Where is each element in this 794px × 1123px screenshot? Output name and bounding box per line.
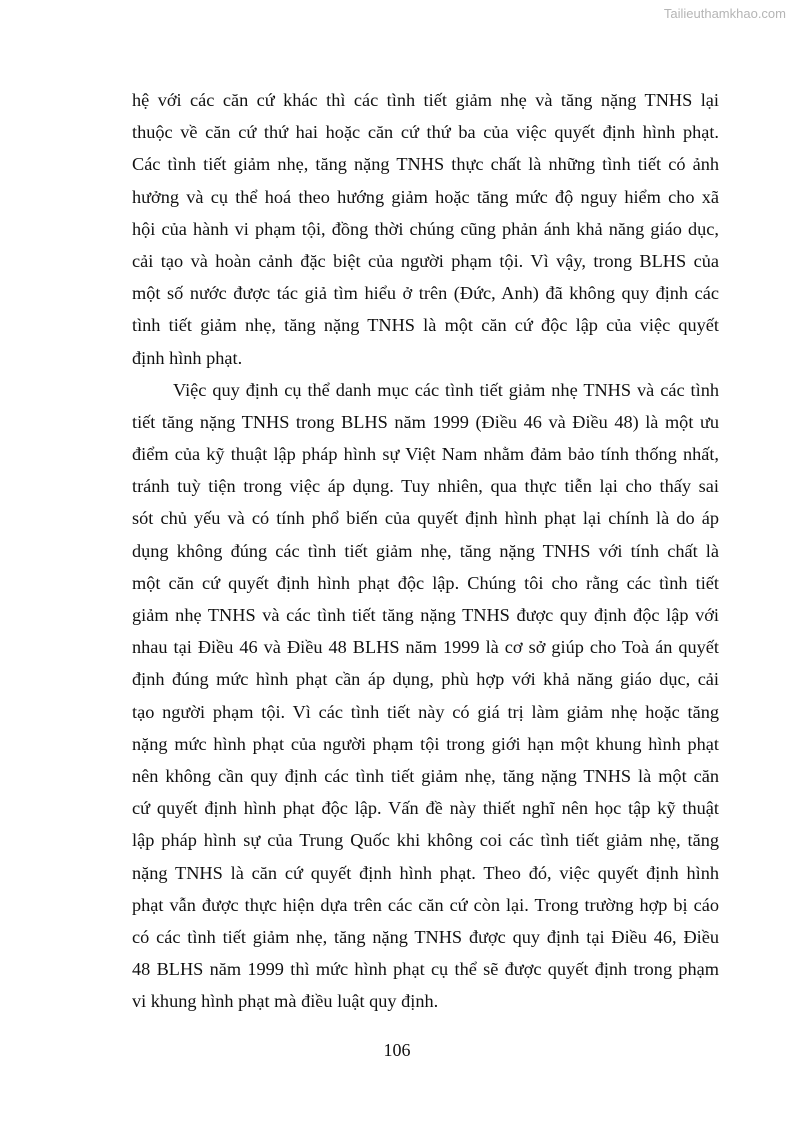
text-line: một số nước được tác giả tìm hiểu ở trên (Đức, Anh) đã không quy định các: [132, 283, 719, 304]
paragraph: [132, 84, 719, 374]
text-line: sót chủ yếu và có tính phổ biến của quyết định hình phạt lại chính là do áp: [132, 508, 719, 529]
text-line: hưởng và cụ thể hoá theo hướng giảm hoặc tăng mức độ nguy hiểm cho xã: [132, 186, 719, 207]
text-line: có các tình tiết giảm nhẹ, tăng nặng TNHS được quy định tại Điều 46, Điều: [132, 926, 719, 947]
watermark: Tailieuthamkhao.com: [663, 6, 786, 21]
text-line: tình tiết giảm nhẹ, tăng nặng TNHS là một căn cứ độc lập của việc quyết: [132, 315, 719, 336]
text-line: hội của hành vi phạm tội, đồng thời chúng cũng phản ánh khả năng giáo dục,: [132, 218, 719, 239]
page-number: 106: [383, 1040, 411, 1060]
text-line: nên không cần quy định các tình tiết giảm nhẹ, tăng nặng TNHS là một căn: [132, 765, 719, 786]
text-line: tiết tăng nặng TNHS trong BLHS năm 1999 (Điều 46 và Điều 48) là một ưu: [132, 411, 719, 432]
text-line: lập pháp hình sự của Trung Quốc khi không coi các tình tiết giảm nhẹ, tăng: [132, 830, 719, 851]
body-text: [132, 84, 719, 1017]
paragraph: [132, 374, 719, 1018]
text-line: hệ với các căn cứ khác thì các tình tiết giảm nhẹ và tăng nặng TNHS lại: [132, 90, 719, 110]
text-line: 48 BLHS năm 1999 thì mức hình phạt cụ thể sẽ được quyết định trong phạm: [132, 959, 719, 980]
text-line: tránh tuỳ tiện trong việc áp dụng. Tuy nhiên, qua thực tiễn lại cho thấy sai: [132, 476, 719, 497]
text-line: Các tình tiết giảm nhẹ, tăng nặng TNHS thực chất là những tình tiết có ảnh: [132, 154, 719, 175]
text-line: dụng không đúng các tình tiết giảm nhẹ, tăng nặng TNHS với tính chất là: [132, 540, 719, 561]
text-line: định đúng mức hình phạt cần áp dụng, phù hợp với khả năng giáo dục, cải: [132, 669, 719, 690]
text-line: Việc quy định cụ thể danh mục các tình tiết giảm nhẹ TNHS và các tình: [173, 379, 719, 400]
text-line: cứ quyết định hình phạt độc lập. Vấn đề này thiết nghĩ nên học tập kỹ thuật: [132, 798, 719, 819]
text-line: nhau tại Điều 46 và Điều 48 BLHS năm 1999 là cơ sở giúp cho Toà án quyết: [132, 637, 719, 658]
text-line: tạo người phạm tội. Vì các tình tiết này có giá trị làm giảm nhẹ hoặc tăng: [132, 701, 719, 722]
text-line: vi khung hình phạt mà điều luật quy định.: [132, 991, 439, 1012]
text-line: nặng mức hình phạt của người phạm tội trong giới hạn một khung hình phạt: [132, 733, 719, 754]
text-line: thuộc về căn cứ thứ hai hoặc căn cứ thứ ba của việc quyết định hình phạt.: [132, 122, 719, 143]
text-line: cải tạo và hoàn cảnh đặc biệt của người phạm tội. Vì vậy, trong BLHS của: [132, 250, 719, 271]
text-line: giảm nhẹ TNHS và các tình tiết tăng nặng TNHS được quy định độc lập với: [132, 605, 719, 625]
text-line: định hình phạt.: [132, 347, 243, 368]
text-line: một căn cứ quyết định hình phạt độc lập. Chúng tôi cho rằng các tình tiết: [132, 572, 719, 593]
text-line: phạt vẫn được thực hiện dựa trên các căn cứ còn lại. Trong trường hợp bị cáo: [132, 894, 719, 915]
text-line: nặng TNHS là căn cứ quyết định hình phạt. Theo đó, việc quyết định hình: [132, 862, 719, 883]
text-line: điểm của kỹ thuật lập pháp hình sự Việt Nam nhằm đảm bảo tính thống nhất,: [132, 444, 719, 465]
